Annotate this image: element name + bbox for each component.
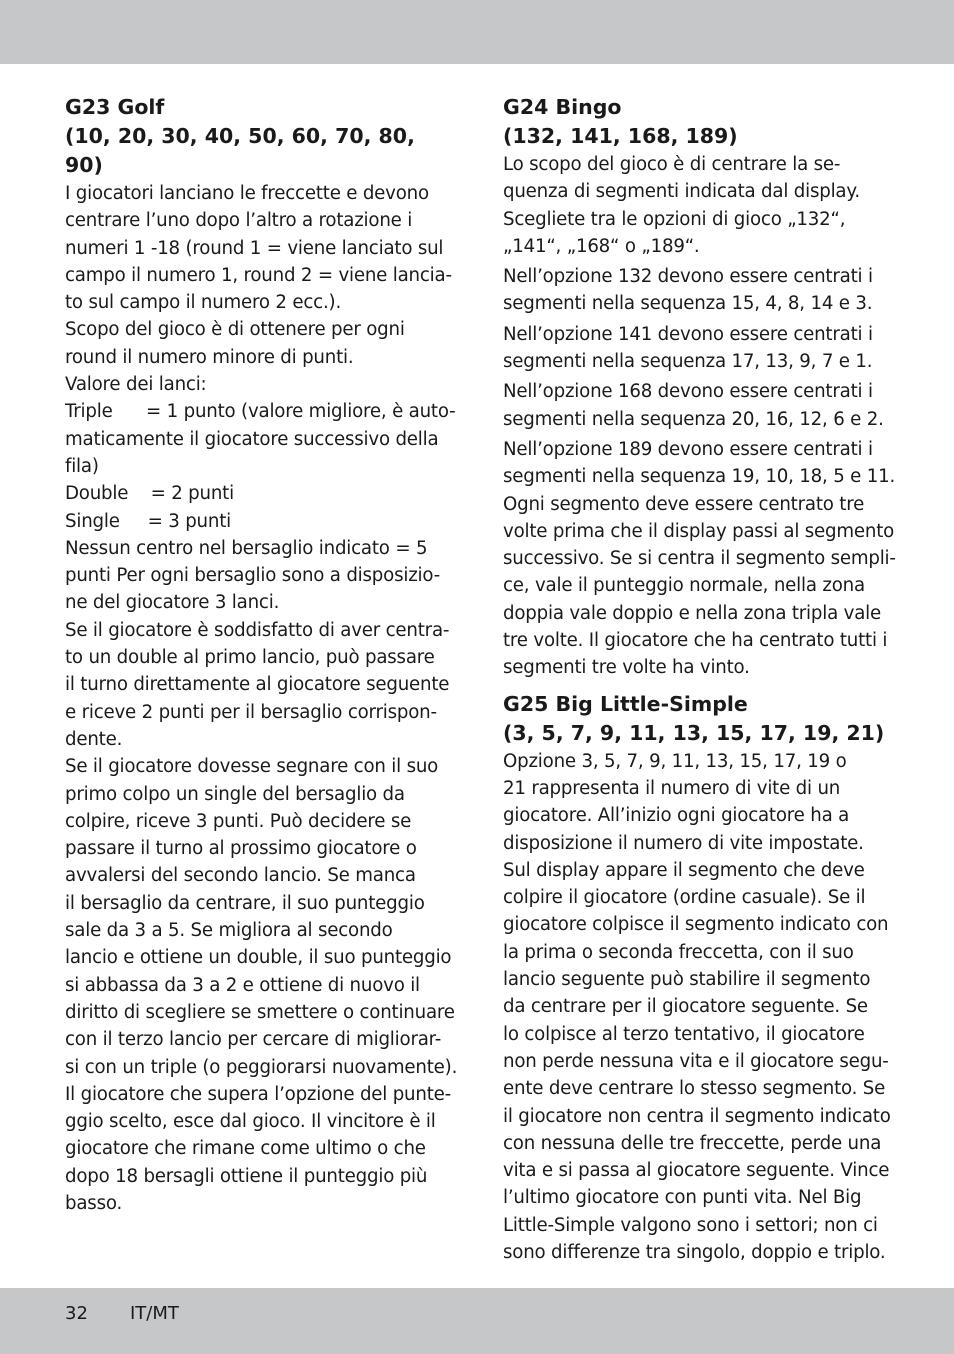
text-line: vita e si passa al giocatore seguente. Vince: [503, 1160, 890, 1182]
text-line: avvalersi del secondo lancio. Se manca: [65, 865, 416, 887]
text-line: numeri 1 -18 (round 1 = viene lanciato sul: [65, 237, 444, 259]
text-line: Nessun centro nel bersaglio indicato = 5: [65, 537, 428, 559]
text-line: sale da 3 a 5. Se migliora al secondo: [65, 920, 393, 942]
text-line: basso.: [65, 1192, 123, 1214]
page-number: 32: [65, 1303, 88, 1324]
text-line: ce, vale il punteggio normale, nella zona: [503, 575, 865, 597]
text-line: ente deve centrare lo stesso segmento. Se: [503, 1078, 886, 1100]
text-line: il giocatore non centra il segmento indicato: [503, 1105, 891, 1127]
text-line: lo colpisce al terzo tentativo, il giocatore: [503, 1023, 865, 1045]
text-line: si con un triple (o peggiorarsi nuovamente).: [65, 1056, 458, 1078]
text-line: maticamente il giocatore successivo della: [65, 428, 439, 450]
text-line: segmenti nella sequenza 17, 13, 9, 7 e 1.: [503, 351, 873, 373]
text-line: to un double al primo lancio, può passare: [65, 647, 435, 669]
text-line: colpire il giocatore (ordine casuale). Se il: [503, 887, 866, 909]
text-line: giocatore colpisce il segmento indicato con: [503, 914, 889, 936]
text-line: 21 rappresenta il numero di vite di un: [503, 777, 841, 799]
text-line: non perde nessuna vita e il giocatore segu-: [503, 1050, 889, 1072]
text-line: primo colpo un single del bersaglio da: [65, 783, 405, 805]
text-line: centrare l’uno dopo l’altro a rotazione i: [65, 210, 413, 232]
text-line: segmenti nella sequenza 20, 16, 12, 6 e 2.: [503, 408, 884, 430]
heading-line: (10, 20, 30, 40, 50, 60, 70, 80,: [65, 124, 415, 148]
right-column: [503, 93, 895, 1266]
text-line: Ogni segmento deve essere centrato tre: [503, 493, 865, 515]
text-line: Scopo del gioco è di ottenere per ogni: [65, 319, 405, 341]
g24-paragraph: [503, 436, 895, 682]
text-line: giocatore. All’inizio ogni giocatore ha a: [503, 805, 850, 827]
g23-body: [65, 180, 457, 1217]
g24-paragraph: [503, 151, 895, 260]
text-line: segmenti nella sequenza 15, 4, 8, 14 e 3.: [503, 293, 873, 315]
text-line: e riceve 2 punti per il bersaglio corrispon-: [65, 701, 437, 723]
text-line: campo il numero 1, round 2 = viene lancia-: [65, 264, 452, 286]
text-line: ne del giocatore 3 lanci.: [65, 592, 280, 614]
text-line: dopo 18 bersagli ottiene il punteggio più: [65, 1165, 428, 1187]
g24-paragraph: [503, 378, 895, 433]
text-line: segmenti tre volte ha vinto.: [503, 657, 750, 679]
text-line: Nell’opzione 132 devono essere centrati i: [503, 266, 873, 288]
text-line: sono differenze tra singolo, doppio e triplo.: [503, 1241, 886, 1263]
text-line: volte prima che il display passi al segmento: [503, 520, 895, 542]
section-heading-g23: [65, 93, 457, 180]
heading-line: 90): [65, 153, 103, 177]
text-line: Nell’opzione 189 devono essere centrati i: [503, 438, 873, 460]
header-band: [0, 0, 954, 64]
text-line: quenza di segmenti indicata dal display.: [503, 181, 860, 203]
text-line: giocatore che rimane come ultimo o che: [65, 1138, 426, 1160]
text-line: con nessuna delle tre freccette, perde una: [503, 1132, 882, 1154]
text-line: Sul display appare il segmento che deve: [503, 859, 865, 881]
text-line: l’ultimo giocatore con punti vita. Nel Big: [503, 1187, 862, 1209]
text-line: dente.: [65, 728, 123, 750]
text-line: segmenti nella sequenza 19, 10, 18, 5 e 11.: [503, 466, 896, 488]
text-line: diritto di scegliere se smettere o continuare: [65, 1001, 455, 1023]
g25-body: [503, 748, 895, 1267]
text-line: Lo scopo del gioco è di centrare la se-: [503, 154, 841, 175]
text-line: Scegliete tra le opzioni di gioco „132“,: [503, 208, 846, 230]
text-line: „141“, „168“ o „189“.: [503, 235, 700, 257]
heading-line: (132, 141, 168, 189): [503, 124, 738, 148]
text-line: doppia vale doppio e nella zona tripla vale: [503, 602, 881, 624]
text-line: con il terzo lancio per cercare di migliorar-: [65, 1029, 442, 1051]
text-line: Se il giocatore dovesse segnare con il suo: [65, 756, 439, 778]
text-line: lancio e ottiene un double, il suo punteggio: [65, 947, 452, 969]
text-line: colpire, riceve 3 punti. Può decidere se: [65, 810, 412, 832]
text-line: Single = 3 punti: [65, 510, 231, 532]
text-line: il turno direttamente al giocatore seguente: [65, 674, 450, 696]
language-code: IT/MT: [130, 1303, 179, 1324]
text-line: I giocatori lanciano le freccette e devono: [65, 183, 429, 204]
heading-line: G23 Golf: [65, 95, 165, 119]
text-line: Little-Simple valgono sono i settori; non ci: [503, 1214, 878, 1236]
text-line: round il numero minore di punti.: [65, 346, 354, 368]
text-line: passare il turno al prossimo giocatore o: [65, 838, 417, 860]
text-line: il bersaglio da centrare, il suo punteggio: [65, 892, 425, 914]
section-heading-g25: [503, 690, 895, 748]
text-line: successivo. Se si centra il segmento sempli-: [503, 548, 896, 570]
text-line: punti Per ogni bersaglio sono a disposizio-: [65, 565, 441, 587]
left-column: [65, 93, 457, 1217]
text-line: la prima o seconda freccetta, con il suo: [503, 941, 854, 963]
section-heading-g24: [503, 93, 895, 151]
heading-line: G25 Big Little-Simple: [503, 691, 748, 716]
text-line: Nell’opzione 168 devono essere centrati i: [503, 381, 873, 403]
text-line: to sul campo il numero 2 ecc.).: [65, 292, 342, 314]
text-line: ggio scelto, esce dal gioco. Il vincitore è il: [65, 1111, 436, 1133]
text-line: disposizione il numero di vite impostate.: [503, 832, 864, 854]
text-line: tre volte. Il giocatore che ha centrato tutti i: [503, 630, 888, 652]
text-line: Double = 2 punti: [65, 483, 234, 505]
text-line: Opzione 3, 5, 7, 9, 11, 13, 15, 17, 19 o: [503, 750, 847, 772]
text-line: Triple = 1 punto (valore migliore, è auto-: [65, 401, 456, 423]
text-line: Se il giocatore è soddisfatto di aver centra-: [65, 619, 450, 641]
heading-line: (3, 5, 7, 9, 11, 13, 15, 17, 19, 21): [503, 720, 885, 745]
g24-paragraph: [503, 263, 895, 318]
text-line: lancio seguente può stabilire il segmento: [503, 969, 871, 991]
heading-line: G24 Bingo: [503, 95, 622, 119]
text-line: Valore dei lanci:: [65, 374, 207, 396]
text-line: da centrare per il giocatore seguente. Se: [503, 996, 868, 1018]
g24-paragraph: [503, 321, 895, 376]
text-line: Il giocatore che supera l’opzione del punte-: [65, 1083, 451, 1105]
text-line: Nell’opzione 141 devono essere centrati i: [503, 323, 873, 345]
text-line: fila): [65, 455, 99, 477]
text-line: si abbassa da 3 a 2 e ottiene di nuovo il: [65, 974, 420, 996]
